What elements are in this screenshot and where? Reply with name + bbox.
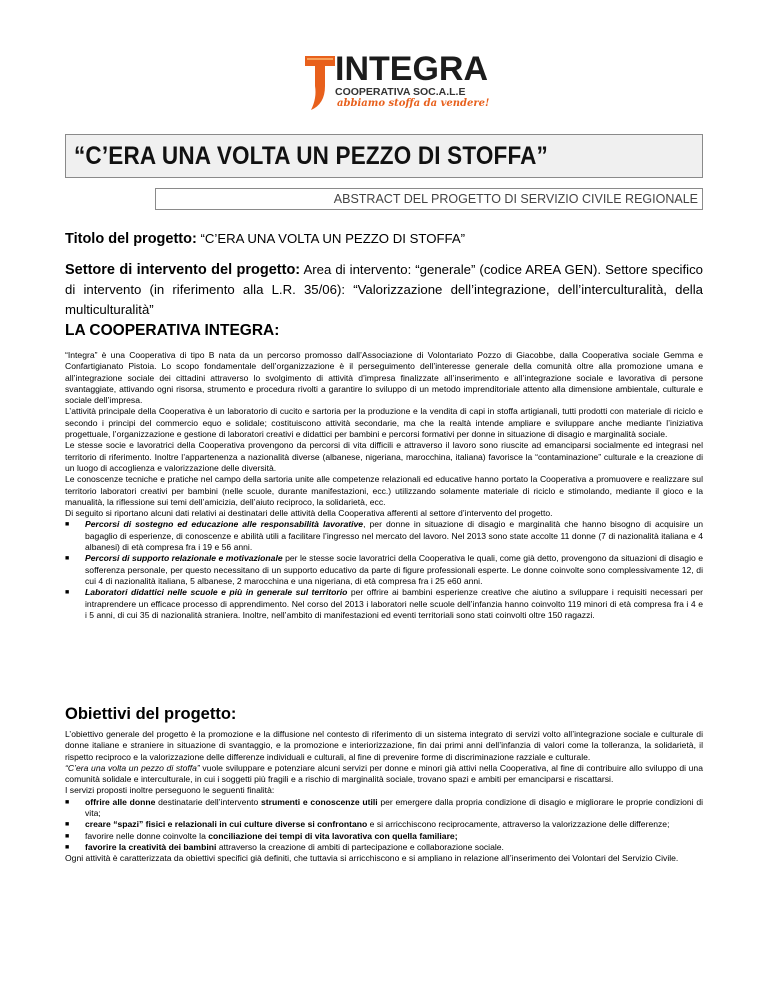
bullet-icon: ■ <box>65 589 70 597</box>
bullet-icon: ■ <box>65 821 70 829</box>
bullet-text: , per donne in situazione di disagio e marginalità che hanno bisogno di acquisire un bagaglio di esperienze, di conoscenze e abilità utili a facilitare l’ingresso nel mercato del lavoro. Nel 2013 sono state accolte 11 donne (7 di nazionalità italiana e 4 albanesi) di età compresa fra i 19 e 56 anni. <box>85 519 704 553</box>
bullet-icon: ■ <box>65 832 70 840</box>
title-box <box>65 134 703 178</box>
bullet-text: per le stesse socie lavoratrici della Cooperativa le quali, come già detto, provengono da situazioni di disagio e sofferenza personale, per questo necessitano di un supporto educativo da parte di figure professionali esperte. Le donne coinvolte sono complessivamente 12, di cui 4 di nazionalità italiana, 5 albanese, 2 marocchina e una nigeriana, di età compresa fra i 25 e60 anni. <box>85 553 704 586</box>
obiettivi-paragraph-2-text: vuole sviluppare e potenziare alcuni servizi per donne e minori già attivi nella Cooperativa, al fine di contribuire allo sviluppo di una comunità solidale e interculturale, in cui i soggetti più fragili e a rischio di marginalità sociale, trovano spazi e ambiti per emanciparsi e riscattarsi. <box>65 762 703 785</box>
bullet-text: attraverso la creazione di ambiti di partecipazione e collaborazione sociale. <box>216 841 504 852</box>
obiettivi-paragraph-1: L’obiettivo generale del progetto è la promozione e la diffusione nel contesto di riferimento di un sistema integrato di servizi volto all’integrazione sociale e culturale di donne italiane e straniere in situazione di svantaggio, e la promozione e interiorizzazione, fin dai primi anni dell’infanzia di valori come la tolleranza, la solidarietà, il rispetto reciproco e la valorizzazione delle differenze individuali e culturali, al fine di prevenire forme di discriminazione razziale e culturale. <box>65 729 703 762</box>
cooperativa-body <box>65 350 703 621</box>
bullet-text: per offrire ai bambini esperienze creative che aiutino a sviluppare i requisiti necessari per intraprendere un efficace processo di apprendimento. Nel corso del 2013 i laboratori nelle scuole dell’infanzia hanno coinvolto 119 minori di età compresa fra i 4 e i 5 anni, di cui 35 di nazionalità straniera. Inoltre, nell’ambito di manifestazioni ed eventi territoriali sono stati coinvolti oltre 150 ragazzi. <box>85 587 703 620</box>
list-item <box>65 553 703 587</box>
bullet-icon: ■ <box>65 521 70 529</box>
titolo-line <box>65 229 703 249</box>
bullet-bold: offrire alle donne <box>85 796 156 807</box>
obiettivi-closing: Ogni attività è caratterizzata da obiettivi specifici già definiti, che tuttavia si arricchiscono e si ampliano in relazione all’inserimento dei Volontari del Servizio Civile. <box>65 853 679 864</box>
obiettivi-heading: Obiettivi del progetto: <box>65 705 237 723</box>
bullet-icon: ■ <box>65 843 70 851</box>
bullet-text: e si arricchiscono reciprocamente, attraverso la valorizzazione delle differenze; <box>367 819 670 830</box>
bullet-bold: conciliazione dei tempi di vita lavorativa con quella familiare; <box>208 830 458 841</box>
bullet-icon: ■ <box>65 555 70 563</box>
obiettivi-paragraph-2 <box>65 763 703 786</box>
bullet-lead: Percorsi di supporto relazionale e motivazionale <box>85 553 283 564</box>
bullet-lead: Laboratori didattici nelle scuole e più in generale sul territorio <box>85 587 348 598</box>
list-item <box>65 842 703 853</box>
bullet-lead: Percorsi di sostegno ed educazione alle responsabilità lavorative <box>85 519 364 530</box>
bullet-icon: ■ <box>65 798 70 806</box>
page-title: “C’ERA UNA VOLTA UN PEZZO DI STOFFA” <box>74 142 548 170</box>
logo-name: INTEGRA <box>335 50 488 88</box>
abstract-box <box>155 188 703 210</box>
titolo-label: Titolo del progetto: <box>65 231 197 247</box>
project-name-italic: “C’era una volta un pezzo di stoffa” <box>65 762 200 773</box>
integra-logo <box>303 52 493 114</box>
cooperativa-heading: LA COOPERATIVA INTEGRA: <box>65 322 280 339</box>
list-item <box>65 831 703 842</box>
cooperativa-paragraph-1: “Integra” è una Cooperativa di tipo B nata da un percorso promosso dall’Associazione di Volontariato Pozzo di Giacobbe, dalla Cooperativa sociale Gemma e Confartigianato Pistoia. Lo scopo fondamentale dell’organizzazione è il perseguimento dell’interesse generale della comunità oltre alla promozione umana e all’integrazione sociale dei cittadini attraverso lo svolgimento di attività d’impresa finalizzate all’inserimento e all’integrazione sociale e lavorativa di persone svantaggiate, attivando ogni risorsa, strumento e procedura rivolti a garantire lo sviluppo di un metodo imprenditoriale attento alla dimensione ambientale, culturale e sociale dell’impresa. <box>65 350 703 406</box>
list-item <box>65 797 703 820</box>
titolo-value: “C’ERA UNA VOLTA UN PEZZO DI STOFFA” <box>200 231 466 246</box>
bullet-text: destinatarie dell’intervento <box>155 796 262 807</box>
list-item <box>65 519 703 553</box>
bullet-text: per emergere dalla propria condizione di disagio e migliorare le proprie condizioni di vita; <box>85 796 704 819</box>
cooperativa-paragraph-3: Le stesse socie e lavoratrici della Cooperativa provengono da percorsi di vita difficili e attraverso il lavoro sono riuscite ad emanciparsi socialmente ed integrasi nel territorio di riferimento. Inoltre l’appartenenza a nazionalità diverse (albanese, nigeriana, marocchina, italiana) favorisce la “contaminazione” culturale e la creazione di un luogo di accoglienza e valorizzazione delle diversità. <box>65 440 703 473</box>
cooperativa-paragraph-4: Le conoscenze tecniche e pratiche nel campo della sartoria unite alle competenze relazionali ed educative hanno portato la Cooperativa a promuovere e realizzare sul territorio laboratori creativi per bambini (nelle scuole, durante manifestazioni, ecc.) utilizzando solamente materiale di riciclo e stimolando, mediante il gioco e la manualità, la riflessione sui temi dell’amicizia, dell’aiuto reciproco, la solidarietà, ecc. <box>65 474 703 507</box>
bullet-text: favorire nelle donne coinvolte la <box>85 830 209 841</box>
obiettivi-paragraph-3: I servizi proposti inoltre perseguono le seguenti finalità: <box>65 785 275 796</box>
bullet-bold: creare “spazi” fisici e relazionali in cui culture diverse si confrontano <box>85 819 368 830</box>
settore-value: Area di intervento: “generale” (codice AREA GEN). Settore specifico di intervento (in riferimento alla L.R. 35/06): “Valorizzazione dell’integrazione, dell’interculturalità, della multiculturalità” <box>65 262 704 317</box>
bullet-bold: strumenti e conoscenze utili <box>261 796 378 807</box>
settore-label: Settore di intervento del progetto: <box>65 262 301 278</box>
logo-mark-icon <box>303 52 337 114</box>
logo-subtitle: COOPERATIVA SOC.A.L.E <box>335 86 466 98</box>
settore-block <box>65 260 703 320</box>
logo-tagline: abbiamo stoffa da vendere! <box>337 98 490 109</box>
cooperativa-paragraph-5: Di seguito si riportano alcuni dati relativi ai destinatari delle attività della Cooperativa afferenti al settore d’intervento del progetto. <box>65 508 553 519</box>
abstract-label: ABSTRACT DEL PROGETTO DI SERVIZIO CIVILE REGIONALE <box>333 192 698 206</box>
list-item <box>65 819 703 830</box>
bullet-bold: favorire la creatività dei bambini <box>85 841 217 852</box>
cooperativa-paragraph-2: L’attività principale della Cooperativa è un laboratorio di cucito e sartoria per la produzione e la vendita di capi in stoffa artigianali, tutti prodotti con materiale di riciclo e secondo i principi del commercio equo e solidale; costituiscono attività secondarie, ma che la realtà intende ampliare e sviluppare anche mediante l’iniziativa progettuale, l’organizzazione e gestione di laboratori creativi e didattici per bambini e percorsi formativi per donne in situazione di disagio e marginalità sociale. <box>65 406 703 440</box>
list-item <box>65 587 703 621</box>
obiettivi-body <box>65 729 703 865</box>
